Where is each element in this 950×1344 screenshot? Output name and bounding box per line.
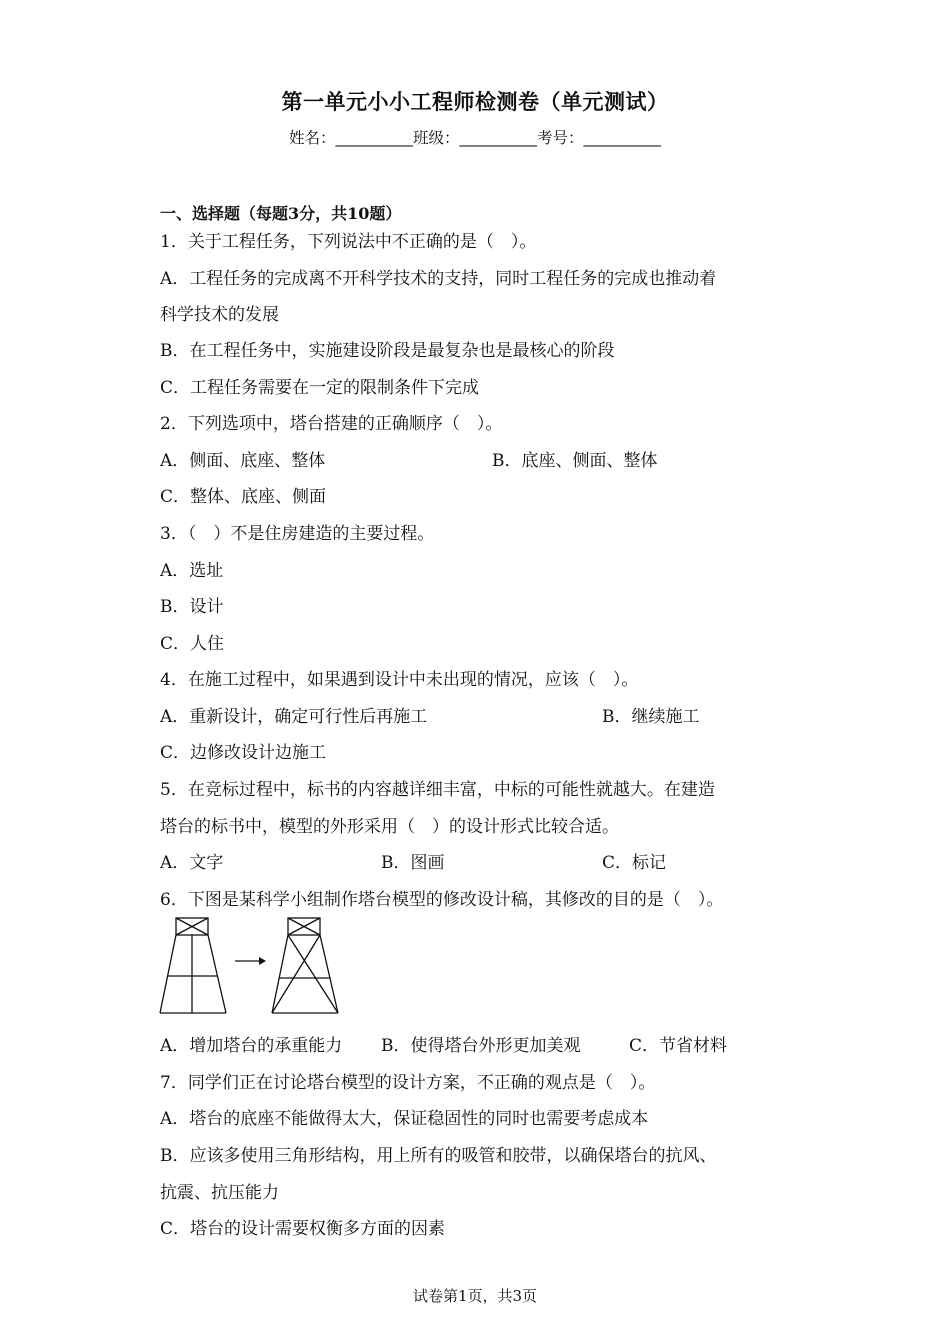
q3-option-b: B．设计 (160, 597, 224, 617)
q6-option-a: A．增加塔台的承重能力 (160, 1036, 343, 1056)
q3-option-c: C．人住 (160, 634, 225, 654)
page-title: 第一单元小小工程师检测卷（单元测试） (281, 90, 669, 114)
modified-tower-diagram (272, 918, 338, 1013)
section-heading: 一、选择题（每题3分，共10题） (160, 204, 402, 223)
q6-stem: 6．下图是某科学小组制作塔台模型的修改设计稿，其修改的目的是（ ）。 (160, 890, 724, 910)
student-info-line: 姓名：__________班级：__________考号：__________ (288, 129, 661, 147)
q5-option-b: B．图画 (381, 853, 445, 873)
q2-option-a: A．侧面、底座、整体 (160, 451, 326, 471)
q2-stem: 2．下列选项中，塔台搭建的正确顺序（ ）。 (160, 414, 503, 434)
q1-option-a-cont: 科学技术的发展 (160, 305, 279, 325)
q7-option-b: B．应该多使用三角形结构，用上所有的吸管和胶带，以确保塔台的抗风、 (160, 1146, 717, 1166)
q7-stem: 7．同学们正在讨论塔台模型的设计方案，不正确的观点是（ ）。 (160, 1073, 656, 1093)
q3-stem: 3．（ ）不是住房建造的主要过程。 (160, 524, 435, 544)
q7-option-c: C．塔台的设计需要权衡多方面的因素 (160, 1219, 446, 1239)
q6-option-b: B．使得塔台外形更加美观 (381, 1036, 581, 1056)
arrow-icon (235, 957, 266, 965)
q5-option-c: C．标记 (602, 853, 667, 873)
q7-option-a: A．塔台的底座不能做得太大，保证稳固性的同时也需要考虑成本 (160, 1109, 649, 1129)
q4-option-a: A．重新设计，确定可行性后再施工 (160, 707, 428, 727)
q5-stem: 5．在竞标过程中，标书的内容越详细丰富，中标的可能性就越大。在建造 (160, 780, 715, 800)
q2-option-c: C．整体、底座、侧面 (160, 487, 327, 507)
q5-option-a: A．文字 (160, 853, 224, 873)
original-tower-diagram (160, 918, 226, 1013)
q3-option-a: A．选址 (160, 561, 224, 581)
q5-stem-cont: 塔台的标书中，模型的外形采用（ ）的设计形式比较合适。 (160, 817, 619, 837)
page-footer: 试卷第1页，共3页 (412, 1287, 538, 1305)
tower-design-figure (158, 916, 348, 1018)
q4-stem: 4．在施工过程中，如果遇到设计中未出现的情况，应该（ ）。 (160, 670, 639, 690)
q4-option-b: B．继续施工 (602, 707, 700, 727)
q1-option-a: A．工程任务的完成离不开科学技术的支持，同时工程任务的完成也推动着 (160, 269, 717, 289)
q2-option-b: B．底座、侧面、整体 (492, 451, 658, 471)
q1-option-c: C．工程任务需要在一定的限制条件下完成 (160, 378, 480, 398)
q1-stem: 1．关于工程任务，下列说法中不正确的是（ ）。 (160, 232, 537, 252)
q4-option-c: C．边修改设计边施工 (160, 743, 327, 763)
q7-option-b-cont: 抗震、抗压能力 (160, 1183, 279, 1203)
q6-option-c: C．节省材料 (629, 1036, 728, 1056)
q1-option-b: B．在工程任务中，实施建设阶段是最复杂也是最核心的阶段 (160, 341, 615, 361)
